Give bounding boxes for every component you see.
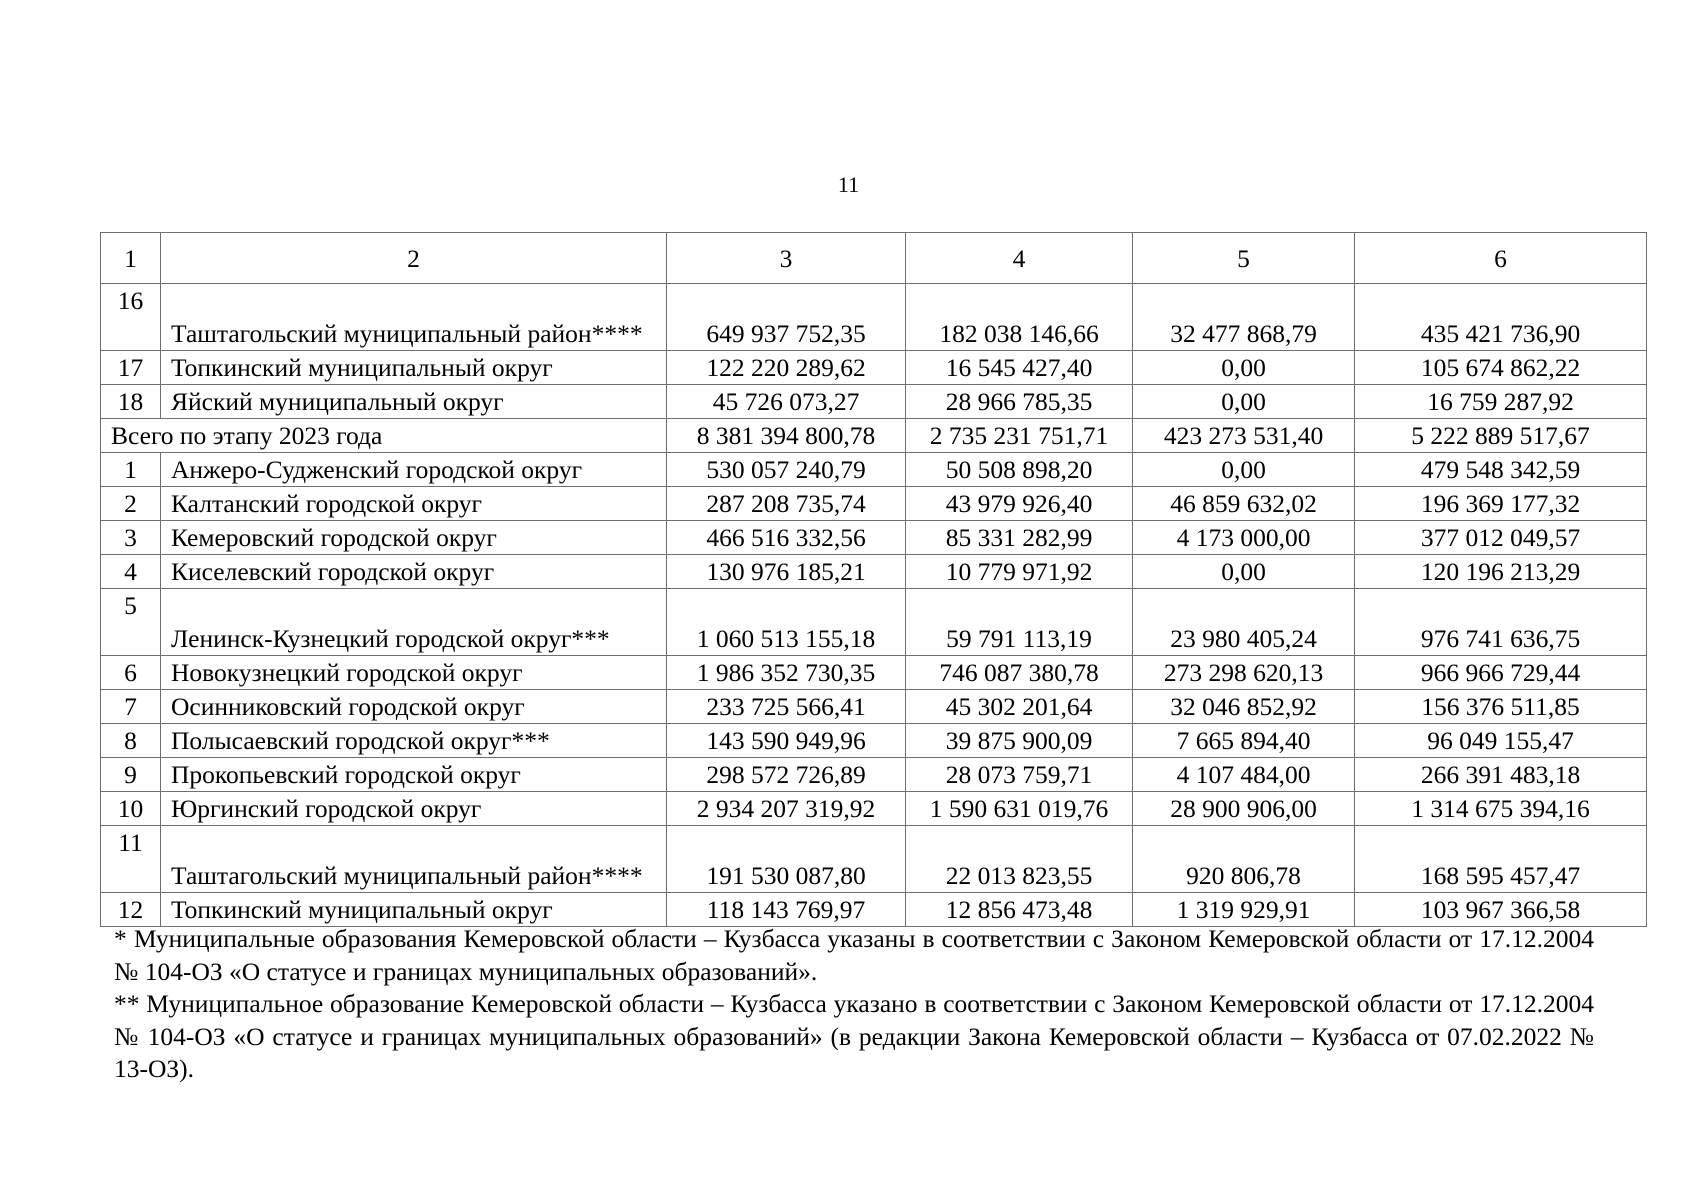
row-number-cell: 10 [101,792,161,826]
col5-value-cell: 423 273 531,40 [1133,419,1355,453]
col6-value-cell: 976 741 636,75 [1355,589,1647,656]
municipality-name-cell: Осинниковский городской округ [161,690,667,724]
municipality-name-cell: Ленинск-Кузнецкий городской округ*** [161,589,667,656]
col3-value-cell: 466 516 332,56 [667,521,906,555]
table-row [101,351,1647,385]
col6-value-cell: 96 049 155,47 [1355,724,1647,758]
col4-value-cell: 16 545 427,40 [906,351,1133,385]
col5-value-cell: 0,00 [1133,453,1355,487]
table-row [101,385,1647,419]
col3-value-cell: 130 976 185,21 [667,555,906,589]
col4-value-cell: 12 856 473,48 [906,893,1133,927]
col4-value-cell: 28 966 785,35 [906,385,1133,419]
col3-value-cell: 1 986 352 730,35 [667,656,906,690]
col5-value-cell: 4 173 000,00 [1133,521,1355,555]
municipality-name-cell: Топкинский муниципальный округ [161,893,667,927]
table-row [101,792,1647,826]
municipality-name-cell: Полысаевский городской округ*** [161,724,667,758]
row-number-cell: 7 [101,690,161,724]
col5-value-cell: 46 859 632,02 [1133,487,1355,521]
col5-value-cell: 0,00 [1133,351,1355,385]
municipality-name-cell: Яйский муниципальный округ [161,385,667,419]
header-cell: 1 [101,233,161,284]
col4-value-cell: 59 791 113,19 [906,589,1133,656]
col6-value-cell: 1 314 675 394,16 [1355,792,1647,826]
municipality-name-cell: Таштагольский муниципальный район**** [161,284,667,351]
col3-value-cell: 1 060 513 155,18 [667,589,906,656]
col5-value-cell: 0,00 [1133,555,1355,589]
row-number-cell: 11 [101,826,161,893]
table-row [101,758,1647,792]
col5-value-cell: 32 046 852,92 [1133,690,1355,724]
col3-value-cell: 8 381 394 800,78 [667,419,906,453]
col3-value-cell: 287 208 735,74 [667,487,906,521]
municipality-name-cell: Калтанский городской округ [161,487,667,521]
col6-value-cell: 5 222 889 517,67 [1355,419,1647,453]
table-row [101,656,1647,690]
col3-value-cell: 45 726 073,27 [667,385,906,419]
table-row [101,826,1647,893]
header-cell: 3 [667,233,906,284]
col3-value-cell: 649 937 752,35 [667,284,906,351]
header-cell: 6 [1355,233,1647,284]
municipality-name-cell: Анжеро-Судженский городской округ [161,453,667,487]
col4-value-cell: 28 073 759,71 [906,758,1133,792]
col5-value-cell: 273 298 620,13 [1133,656,1355,690]
col6-value-cell: 156 376 511,85 [1355,690,1647,724]
col4-value-cell: 746 087 380,78 [906,656,1133,690]
col4-value-cell: 10 779 971,92 [906,555,1133,589]
col5-value-cell: 23 980 405,24 [1133,589,1355,656]
footnotes [114,923,1594,1086]
municipality-name-cell: Юргинский городской округ [161,792,667,826]
header-cell: 5 [1133,233,1355,284]
municipality-name-cell: Топкинский муниципальный округ [161,351,667,385]
row-number-cell: 16 [101,284,161,351]
col4-value-cell: 45 302 201,64 [906,690,1133,724]
row-number-cell: 8 [101,724,161,758]
row-number-cell: 5 [101,589,161,656]
table-row [101,724,1647,758]
col4-value-cell: 85 331 282,99 [906,521,1133,555]
municipality-name-cell: Новокузнецкий городской округ [161,656,667,690]
row-number-cell: 18 [101,385,161,419]
row-number-cell: 1 [101,453,161,487]
col3-value-cell: 118 143 769,97 [667,893,906,927]
total-row [101,419,1647,453]
col5-value-cell: 1 319 929,91 [1133,893,1355,927]
page-number: 11 [837,172,860,197]
col5-value-cell: 32 477 868,79 [1133,284,1355,351]
table-row [101,893,1647,927]
table-row [101,690,1647,724]
col6-value-cell: 16 759 287,92 [1355,385,1647,419]
col4-value-cell: 50 508 898,20 [906,453,1133,487]
table-header-row [101,233,1647,284]
col6-value-cell: 196 369 177,32 [1355,487,1647,521]
data-table [100,232,1647,927]
col4-value-cell: 1 590 631 019,76 [906,792,1133,826]
col5-value-cell: 920 806,78 [1133,826,1355,893]
col6-value-cell: 479 548 342,59 [1355,453,1647,487]
col3-value-cell: 298 572 726,89 [667,758,906,792]
col3-value-cell: 191 530 087,80 [667,826,906,893]
col5-value-cell: 7 665 894,40 [1133,724,1355,758]
table-row [101,521,1647,555]
table-row [101,589,1647,656]
row-number-cell: 9 [101,758,161,792]
col4-value-cell: 39 875 900,09 [906,724,1133,758]
col5-value-cell: 28 900 906,00 [1133,792,1355,826]
col4-value-cell: 182 038 146,66 [906,284,1133,351]
col4-value-cell: 43 979 926,40 [906,487,1133,521]
municipality-name-cell: Прокопьевский городской округ [161,758,667,792]
table-row [101,284,1647,351]
row-number-cell: 6 [101,656,161,690]
header-cell: 2 [161,233,667,284]
col5-value-cell: 4 107 484,00 [1133,758,1355,792]
col3-value-cell: 143 590 949,96 [667,724,906,758]
col6-value-cell: 266 391 483,18 [1355,758,1647,792]
municipality-name-cell: Киселевский городской округ [161,555,667,589]
table-row [101,487,1647,521]
col6-value-cell: 168 595 457,47 [1355,826,1647,893]
col3-value-cell: 2 934 207 319,92 [667,792,906,826]
col3-value-cell: 233 725 566,41 [667,690,906,724]
row-number-cell: 3 [101,521,161,555]
row-number-cell: 4 [101,555,161,589]
header-cell: 4 [906,233,1133,284]
col4-value-cell: 2 735 231 751,71 [906,419,1133,453]
municipality-name-cell: Таштагольский муниципальный район**** [161,826,667,893]
col6-value-cell: 120 196 213,29 [1355,555,1647,589]
footnote: * Муниципальные образования Кемеровской области – Кузбасса указаны в соответствии с Законом Кемеровской области от 17.12.2004 № 104-ОЗ «О статусе и границах муниципальных образований». [114,924,1594,986]
col6-value-cell: 103 967 366,58 [1355,893,1647,927]
col3-value-cell: 122 220 289,62 [667,351,906,385]
col6-value-cell: 435 421 736,90 [1355,284,1647,351]
col6-value-cell: 966 966 729,44 [1355,656,1647,690]
footnote: ** Муниципальное образование Кемеровской области – Кузбасса указано в соответствии с Законом Кемеровской области от 17.12.2004 № 104-ОЗ «О статусе и границах муниципальных образований» (в редакции Закона Кемеровской области – Кузбасса от 07.02.2022 № 13-ОЗ). [114,989,1594,1083]
col6-value-cell: 105 674 862,22 [1355,351,1647,385]
table-row [101,555,1647,589]
row-number-cell: 2 [101,487,161,521]
table-row [101,453,1647,487]
col4-value-cell: 22 013 823,55 [906,826,1133,893]
row-number-cell: 12 [101,893,161,927]
col3-value-cell: 530 057 240,79 [667,453,906,487]
col6-value-cell: 377 012 049,57 [1355,521,1647,555]
col5-value-cell: 0,00 [1133,385,1355,419]
row-number-cell: 17 [101,351,161,385]
table-body [101,233,1647,927]
total-label-cell: Всего по этапу 2023 года [101,419,667,453]
municipality-name-cell: Кемеровский городской округ [161,521,667,555]
